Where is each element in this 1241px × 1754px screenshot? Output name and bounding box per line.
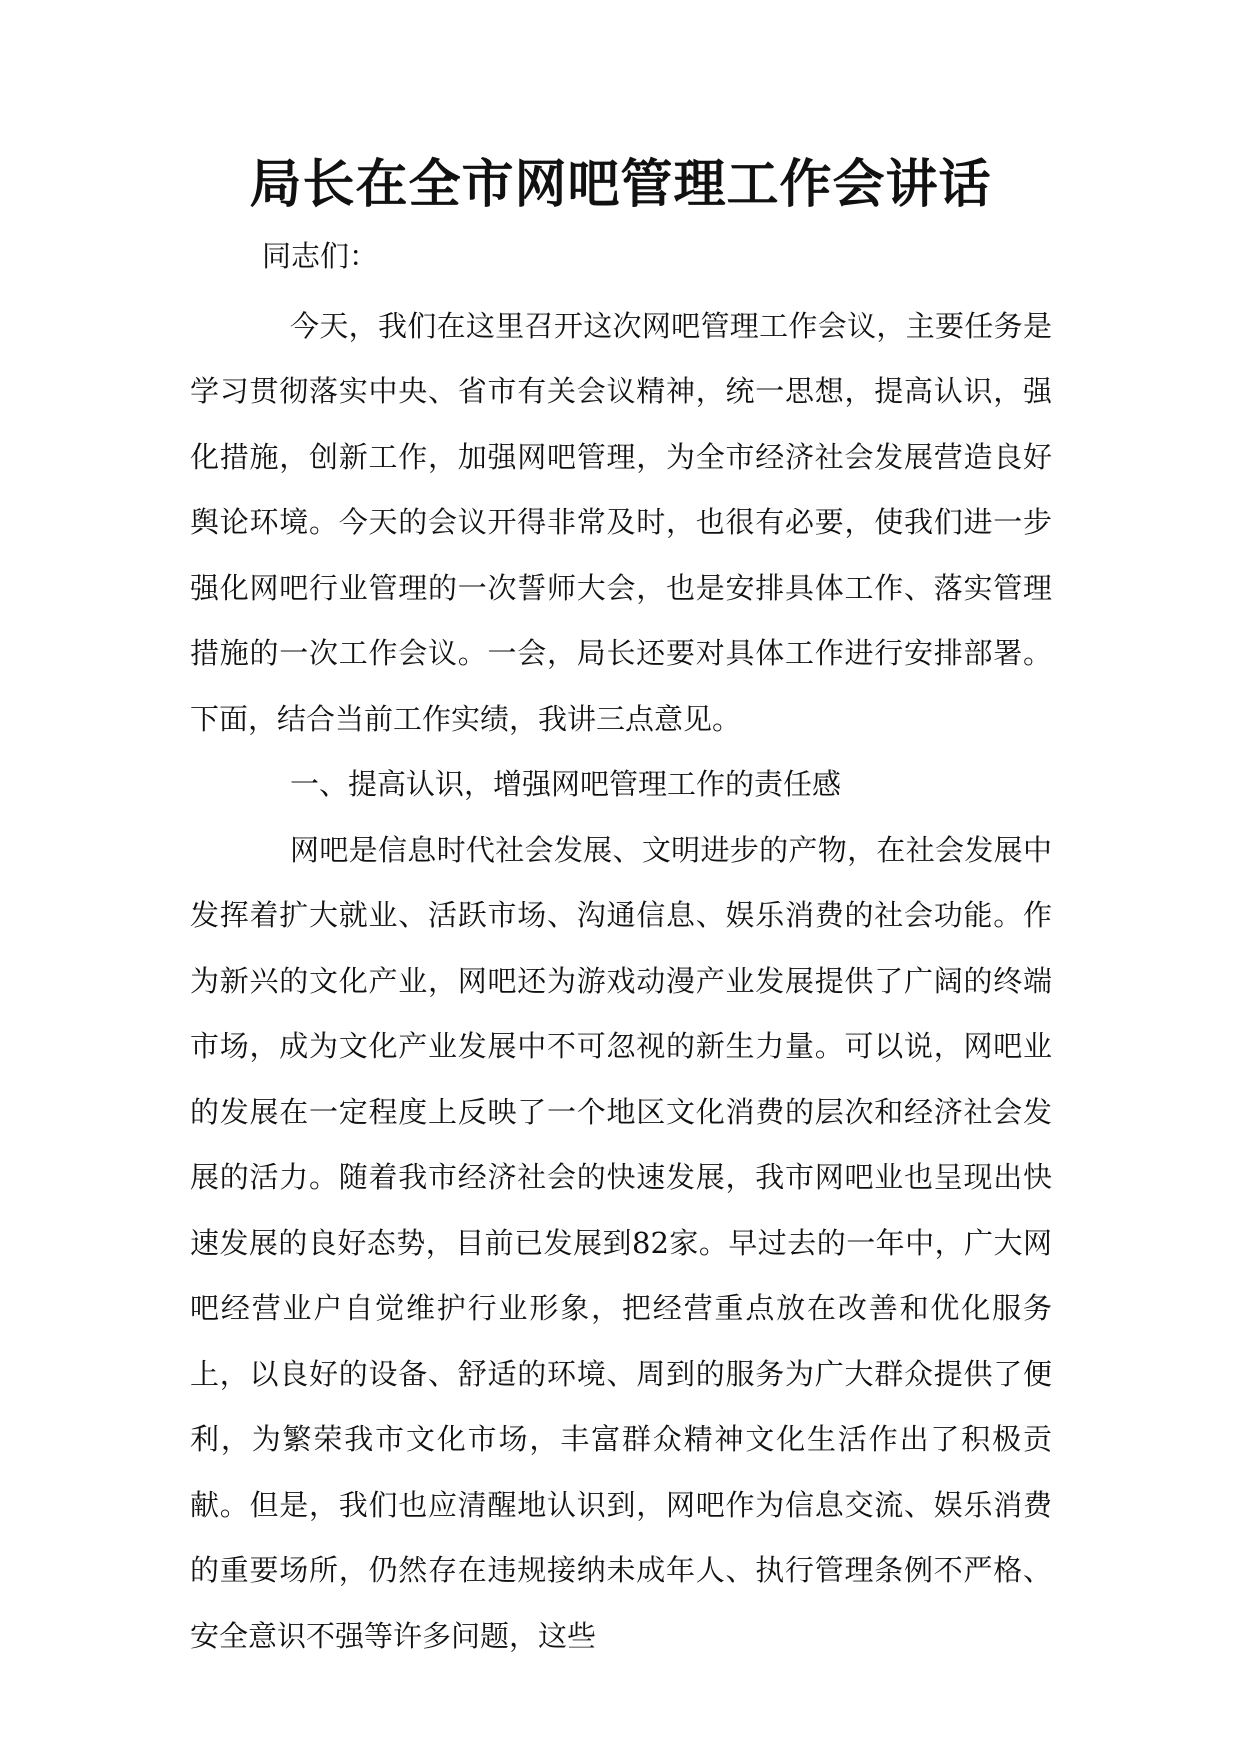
document-title: 局长在全市网吧管理工作会讲话 bbox=[249, 154, 992, 215]
greeting: 同志们： bbox=[262, 239, 379, 273]
document-body bbox=[190, 224, 1052, 1669]
paragraph-intro: 今天，我们在这里召开这次网吧管理工作会议，主要任务是学习贯彻落实中央、省市有关会议精神，统一思想，提高认识，强化措施，创新工作，加强网吧管理，为全市经济社会发展营造良好舆论环境。今天的会议开得非常及时，也很有必要，使我们进一步强化网吧行业管理的一次誓师大会，也是安排具体工作、落实管理措施的一次工作会议。一会，局长还要对具体工作进行安排部署。下面，结合当前工作实绩，我讲三点意见。 bbox=[190, 308, 1052, 736]
paragraph-section-1: 网吧是信息时代社会发展、文明进步的产物，在社会发展中发挥着扩大就业、活跃市场、沟通信息、娱乐消费的社会功能。作为新兴的文化产业，网吧还为游戏动漫产业发展提供了广阔的终端市场，成为文化产业发展中不可忽视的新生力量。可以说，网吧业的发展在一定程度上反映了一个地区文化消费的层次和经济社会发展的活力。随着我市经济社会的快速发展，我市网吧业也呈现出快速发展的良好态势，目前已发展到82家。早过去的一年中，广大网吧经营业户自觉维护行业形象，把经营重点放在改善和优化服务上，以良好的设备、舒适的环境、周到的服务为广大群众提供了便利，为繁荣我市文化市场，丰富群众精神文化生活作出了积极贡献。但是，我们也应清醒地认识到，网吧作为信息交流、娱乐消费的重要场所，仍然存在违规接纳未成年人、执行管理条例不严格、安全意识不强等许多问题，这些 bbox=[190, 832, 1052, 1653]
section-heading-1: 一、提高认识，增强网吧管理工作的责任感 bbox=[290, 767, 842, 801]
